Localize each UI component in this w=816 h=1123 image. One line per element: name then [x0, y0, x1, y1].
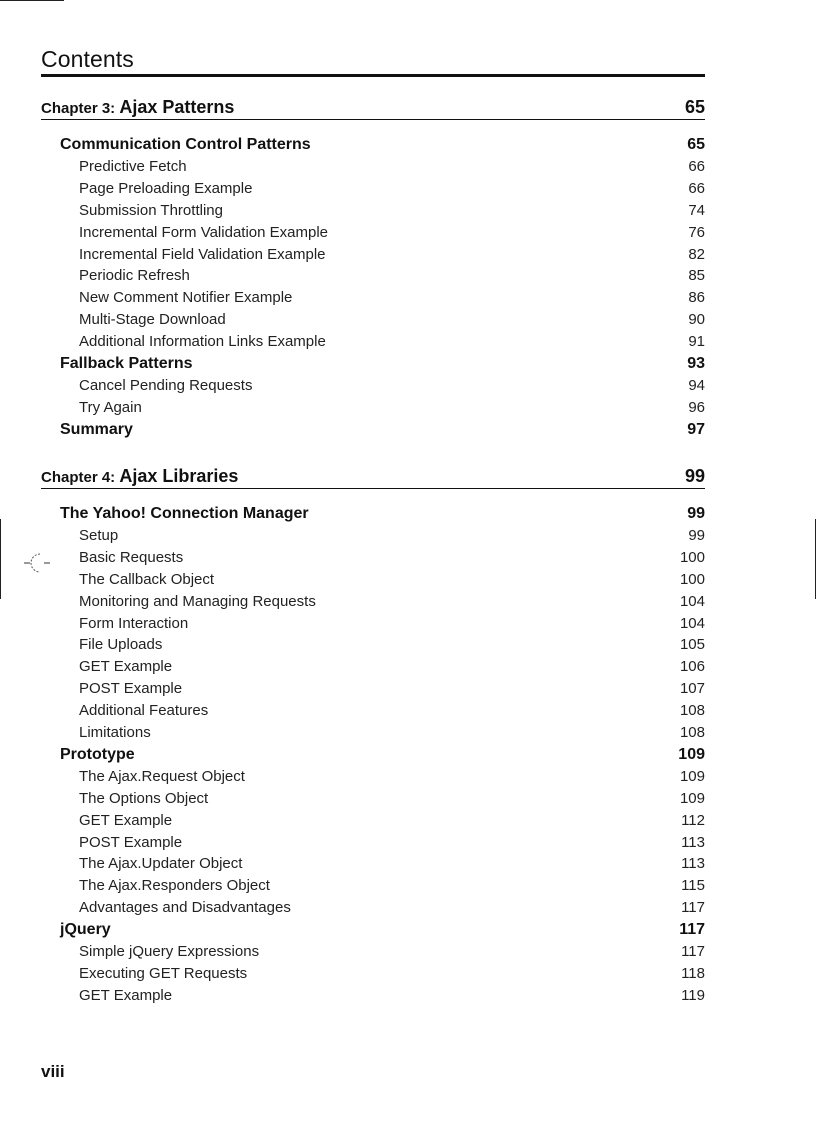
toc-entry-label: Simple jQuery Expressions	[79, 943, 260, 960]
toc-section[interactable]	[41, 353, 705, 375]
toc-subsection[interactable]	[41, 178, 705, 200]
toc-entry-label: Incremental Form Validation Example	[79, 223, 328, 241]
toc-entry-label: Page Preloading Example	[79, 179, 253, 197]
chapter-page-number: 99	[684, 466, 705, 486]
toc-subsection[interactable]	[41, 788, 705, 810]
toc-entry-page: 113	[681, 833, 705, 851]
toc-entry-page: 107	[679, 680, 705, 698]
toc-entry-page: 106	[679, 658, 705, 676]
toc-entry-label: jQuery	[60, 921, 111, 939]
toc-entry-label: Cancel Pending Requests	[79, 376, 253, 394]
toc-entry-label: The Yahoo! Connection Manager	[60, 505, 309, 522]
toc-entry-page: 100	[679, 548, 705, 566]
toc-entry-label: New Comment Notifier Example	[79, 289, 293, 307]
toc-entry-label: POST Example	[79, 833, 183, 851]
toc-entry-label: GET Example	[79, 811, 173, 829]
toc-entry-label: Basic Requests	[79, 548, 184, 566]
toc-entry-page: 109	[679, 789, 705, 807]
toc-entry-page: 90	[688, 311, 705, 329]
toc-subsection[interactable]	[41, 591, 705, 613]
toc-entry-page: 117	[681, 943, 705, 960]
toc-entry-label: File Uploads	[79, 636, 163, 654]
toc-entry-page: 65	[687, 136, 705, 153]
toc-entry-label: Additional Features	[79, 702, 209, 720]
toc-subsection[interactable]	[41, 853, 705, 875]
toc-section[interactable]	[41, 744, 705, 766]
toc-section[interactable]	[41, 134, 705, 156]
toc-subsection[interactable]	[41, 613, 705, 635]
toc-entry-label: Advantages and Disadvantages	[79, 899, 291, 917]
toc-entry-label: Try Again	[79, 398, 142, 416]
toc-entry-label: Limitations	[79, 724, 151, 741]
toc-entry-label: Communication Control Patterns	[60, 136, 311, 153]
toc-subsection[interactable]	[41, 832, 705, 854]
toc-subsection[interactable]	[41, 656, 705, 678]
toc-entry-label: The Ajax.Updater Object	[79, 855, 243, 873]
chapter-heading[interactable]	[41, 466, 705, 489]
toc-entry-page: 117	[681, 899, 705, 917]
toc-entry-page: 119	[681, 986, 705, 1004]
chapter-number: Chapter 4:	[41, 469, 120, 486]
toc-entry-page: 91	[688, 333, 705, 351]
toc-entry-page: 112	[681, 811, 705, 829]
toc-section[interactable]	[41, 419, 705, 441]
toc-subsection[interactable]	[41, 766, 705, 788]
toc-subsection[interactable]	[41, 678, 705, 700]
toc-entry-page: 99	[688, 526, 705, 544]
page-number: viii	[41, 1062, 65, 1081]
toc-entry-page: 85	[688, 267, 705, 285]
toc-entry-label: Multi-Stage Download	[79, 311, 226, 329]
toc-entry-label: Submission Throttling	[79, 201, 223, 219]
page-title: Contents	[41, 46, 134, 72]
title-rule	[41, 74, 705, 77]
toc-entry-label: Predictive Fetch	[79, 157, 187, 175]
toc-subsection[interactable]	[41, 287, 705, 309]
toc-subsection[interactable]	[41, 810, 705, 832]
toc-entry-page: 93	[687, 355, 705, 372]
toc-entry-page: 113	[681, 855, 705, 873]
toc-entry-label: POST Example	[79, 680, 183, 698]
toc-entry-page: 104	[679, 592, 705, 610]
toc-entry-page: 96	[688, 398, 705, 416]
toc-entry-label: Incremental Field Validation Example	[79, 245, 326, 263]
toc-entry-label: GET Example	[79, 986, 173, 1004]
toc-entry-label: Form Interaction	[79, 614, 189, 632]
chapter-heading[interactable]	[41, 97, 705, 120]
toc-subsection[interactable]	[41, 265, 705, 287]
toc-subsection[interactable]	[41, 397, 705, 419]
toc-entry-page: 100	[679, 570, 705, 588]
toc-entry-page: 104	[679, 614, 705, 632]
toc-entry-page: 99	[687, 505, 705, 522]
toc-subsection[interactable]	[41, 156, 705, 178]
toc-entry-page: 105	[679, 636, 705, 654]
toc-entry-page: 86	[688, 289, 705, 307]
toc-entry-page: 94	[688, 376, 705, 394]
crop-mark-left	[0, 519, 1, 599]
crop-mark-top	[0, 0, 64, 1]
toc-entry-page: 74	[688, 201, 705, 219]
toc-entry-page: 118	[681, 964, 705, 982]
chapter-title: Ajax Patterns	[119, 97, 235, 117]
toc-subsection[interactable]	[41, 875, 705, 897]
toc-entry-page: 108	[679, 724, 705, 741]
toc-entry-page: 82	[688, 245, 705, 263]
toc-entry-page: 66	[688, 179, 705, 197]
toc-entry-label: Executing GET Requests	[79, 964, 248, 982]
toc-subsection[interactable]	[41, 897, 705, 919]
toc-entry-label: Periodic Refresh	[79, 267, 190, 285]
chapter-page-number: 65	[684, 97, 705, 117]
toc-subsection[interactable]	[41, 634, 705, 656]
toc-subsection[interactable]	[41, 985, 705, 1007]
toc-entry-page: 76	[688, 223, 705, 241]
toc-subsection[interactable]	[41, 722, 705, 744]
toc-entry-page: 109	[678, 745, 705, 763]
toc-subsection[interactable]	[41, 700, 705, 722]
toc-entry-label: Additional Information Links Example	[79, 333, 326, 351]
toc-entry-label: The Ajax.Request Object	[79, 767, 245, 785]
chapter-number: Chapter 3:	[41, 100, 120, 117]
toc-entry-page: 117	[679, 921, 705, 939]
chapter-label	[41, 97, 234, 118]
toc-section[interactable]	[41, 919, 705, 941]
toc-subsection[interactable]	[41, 309, 705, 331]
toc-entry-label: Summary	[60, 420, 133, 438]
toc-entry-page: 109	[679, 767, 705, 785]
toc-subsection[interactable]	[41, 569, 705, 591]
toc-subsection[interactable]	[41, 525, 705, 547]
toc-subsection[interactable]	[41, 375, 705, 397]
toc-entry-page: 97	[687, 420, 705, 438]
toc-entry-page: 115	[681, 877, 705, 895]
chapter-title: Ajax Libraries	[119, 466, 239, 486]
toc-subsection[interactable]	[41, 331, 705, 353]
toc-subsection[interactable]	[41, 547, 705, 569]
toc-entry-label: Prototype	[60, 745, 135, 763]
toc-subsection[interactable]	[41, 222, 705, 244]
toc-entry-label: GET Example	[79, 658, 173, 676]
toc-entry-label: The Callback Object	[79, 570, 215, 588]
toc-entry-label: Monitoring and Managing Requests	[79, 592, 316, 610]
toc-entry-label: The Options Object	[79, 789, 209, 807]
toc-entry-page: 108	[679, 702, 705, 720]
toc-entry-label: Setup	[79, 526, 119, 544]
toc-subsection[interactable]	[41, 200, 705, 222]
toc-entry-page: 66	[688, 157, 705, 175]
toc-section[interactable]	[41, 503, 705, 525]
toc-entry-label: The Ajax.Responders Object	[79, 877, 270, 895]
toc-entry-label: Fallback Patterns	[60, 355, 193, 372]
chapter-label	[41, 466, 238, 487]
toc-subsection[interactable]	[41, 941, 705, 963]
toc-subsection[interactable]	[41, 963, 705, 985]
toc-subsection[interactable]	[41, 244, 705, 266]
